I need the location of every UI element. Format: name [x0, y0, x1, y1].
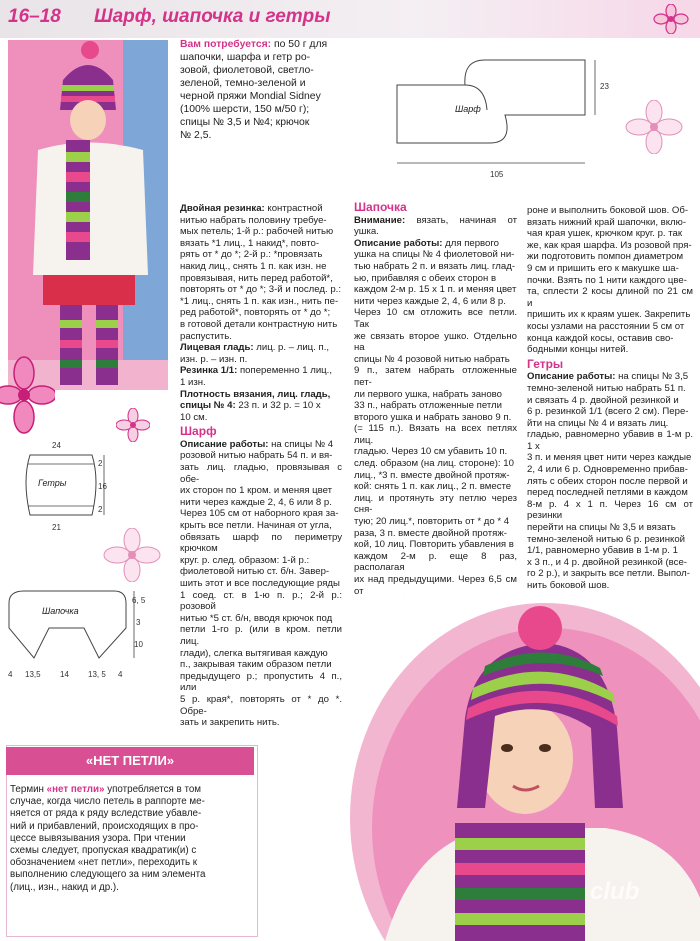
scarf-width-label: 23: [600, 82, 609, 91]
scarf-heading: Шарф: [180, 424, 217, 439]
hat-d1: 6, 5: [132, 596, 146, 605]
hat-d3: 10: [134, 640, 143, 649]
photo-girl-portrait: [345, 598, 700, 941]
flower-icon: [652, 4, 690, 34]
gaiter-diagram-label: Гетры: [38, 478, 67, 488]
flower-icon: [116, 408, 150, 442]
column-2: Шапочка Внимание: вязать, начиная от ушка. Описание работы: для первого ушка на спицы № 4 фиолетовой ни- тью набрать 2 п. и вязать лиц. глад- ью, прибавляя с обеих сторон в каждом 2-м р. 15 х 1 п. и меняя цвет нити через каждые 2, 4, 6 или 8 р. Через 10 см отложить все петли. Так же связать второе ушко. Отдельно на спицы № 4 розовой нитью набрать 9 п., затем набрать отложенные пет- ли первого ушка, набрать заново 33 п., набрать отложенные петли второго ушка и набрать заново 9 п. (= 115 п.). Вязать на всех петлях лиц. гладью. Через 10 см убавить 10 п. след. образом (на лиц. стороне): 10 лиц., *3 п. вместе двойной протяж- кой: снять 1 п. как лиц., 2 п. вместе лиц. и протянуть эту петлю через сня- тую; 20 лиц.*, повторить от * до * 4 раза, 3 п. вместе двойной протяж- кой, 10 лиц. Повторить убавления в каждом 2-м р. еще 8 раз, располагая их над предыдущими. Через 6,5 см от: [354, 200, 517, 597]
flower-icon: [0, 355, 55, 440]
hat-d2: 3: [136, 618, 141, 627]
scarf-length-label: 105: [490, 170, 504, 179]
gaiter-h2: 16: [98, 482, 107, 491]
flower-icon: [625, 100, 683, 154]
hat-diagram: [4, 588, 144, 668]
note-title: «НЕТ ПЕТЛИ»: [6, 747, 254, 775]
gaiter-h3: 2: [98, 505, 103, 514]
hat-b2: 13,5: [25, 670, 41, 679]
note-text: Термин «нет петли» употребляется в том случае, когда число петель в раппорте ме- няется от ряда к ряду вследствие убавле- ний и прибавлений, происходящих в про- цессе вывязывания узора. При чтении схемы следует, пропуская квадратик(и) с обозначением «нет петли», переходить к выполнению следующего за ним элемента (лиц., изн., накид и др.).: [10, 784, 206, 893]
flower-icon: [103, 528, 161, 582]
gaiter-h1: 2: [98, 459, 103, 468]
scarf-diagram: [395, 55, 620, 180]
hat-b4: 13, 5: [88, 670, 106, 679]
hat-diagram-label: Шапочка: [42, 606, 79, 616]
column-3: роне и выполнить боковой шов. Об- вязать нижний край шапочки, вклю- чая края ушек, крючком круг. р. так же, как края шарфа. Из розовой пря- жи подготовить помпон диаметром 9 см и пришить его к макушке ша- почки. Взять по 1 нити каждого цве- та, сплести 2 косы длиной по 21 см и пришить их к краям ушек. Закрепить косы узлами на расстоянии 5 см от конца каждой косы, оставив сво- бодными концы нитей. Гетры Описание работы: на спицы № 3,5 темно-зеленой нитью набрать 51 п. и связать 4 р. двойной резинкой и 6 р. резинкой 1/1 (всего 2 см). Пере- йти на спицы № 4 и вязать лиц. гладью, равномерно убавив в 1-м р. 1 х 3 п. и меняя цвет нити через каждые 2, 4 или 6 р. Одновременно прибав- лять с обеих сторон после первой и перед последней петлями в каждом 8-м р. 4 х 1 п. Через 16 см от резинки перейти на спицы № 3,5 и вязать темно-зеленой нитью 6 р. резинкой 1/1, равномерно убавив в 1-м р. 1 х 3 п., и 4 р. двойной резинкой (все- го 2 р.), и закрыть все петли. Выпол- нить боковой шов.: [527, 205, 693, 591]
gaiter-top-width: 24: [52, 441, 61, 450]
watermark: club: [590, 878, 640, 905]
page-number: 16–18: [8, 6, 61, 27]
photo-girl-full: [8, 40, 168, 390]
gaiter-bottom-width: 21: [52, 523, 61, 532]
page-title: Шарф, шапочка и гетры: [94, 6, 331, 27]
scarf-diagram-label: Шарф: [455, 104, 481, 114]
hat-b5: 4: [118, 670, 123, 679]
hat-b1: 4: [8, 670, 13, 679]
hat-b3: 14: [60, 670, 69, 679]
materials-text: Вам потребуется: по 50 г для шапочки, шарфа и гетр ро- зовой, фиолетовой, светло- зеленой, темно-зеленой и черной пряжи Mondial Sidney (100% шерсти, 150 м/50 г); спицы № 3,5 и №4; крючок № 2,5.: [180, 39, 328, 141]
gaiters-heading: Гетры: [527, 356, 564, 371]
column-1: Двойная резинка: контрастной нитью набрать половину требуе- мых петель; 1-й р.: рабочей нитью вязать *1 лиц., 1 накид*, повто- рять от * до *; 2-й р.: *провязать накид лиц., снять 1 п. как изн. не провязывая, нить перед работой*, повторять от * до *; 3-й и послед. р.: *1 лиц., снять 1 п. как изн., нить пе- ред работой*, повторять от * до *; в готовой детали контрастную нить распустить. Лицевая гладь: лиц. р. – лиц. п., изн. р. – изн. п. Резинка 1/1: попеременно 1 лиц., 1 изн. Плотность вязания, лиц. гладь, спицы № 4: 23 п. и 32 р. = 10 х 10 см. Шарф Описание работы: на спицы № 4 розовой нитью набрать 54 п. и вя- зать лиц. гладью, провязывая с обе- их сторон по 1 кром. и меняя цвет нити через каждые 2, 4, 6 или 8 р. Через 105 см от наборного края за- крыть все петли. Начиная от угла, обвязать шарф по периметру крючком круг. р. след. образом: 1-й р.: фиолетовой нитью ст. б/н. Завер- шить этот и все последующие ряды 1 соед. ст. в 1-ю п. р.; 2-й р.: розовой нитью *5 ст. б/н, вводя крючок под петли 1-го р. (или в кром. петли лиц. глади), слегка вытягивая каждую п., закрывая таким образом петли предыдущего р.; пропустить 4 п., или 5 р. края*, повторять от * до *. Обре- зать и закрепить нить.: [180, 203, 342, 729]
hat-heading: Шапочка: [354, 200, 407, 214]
